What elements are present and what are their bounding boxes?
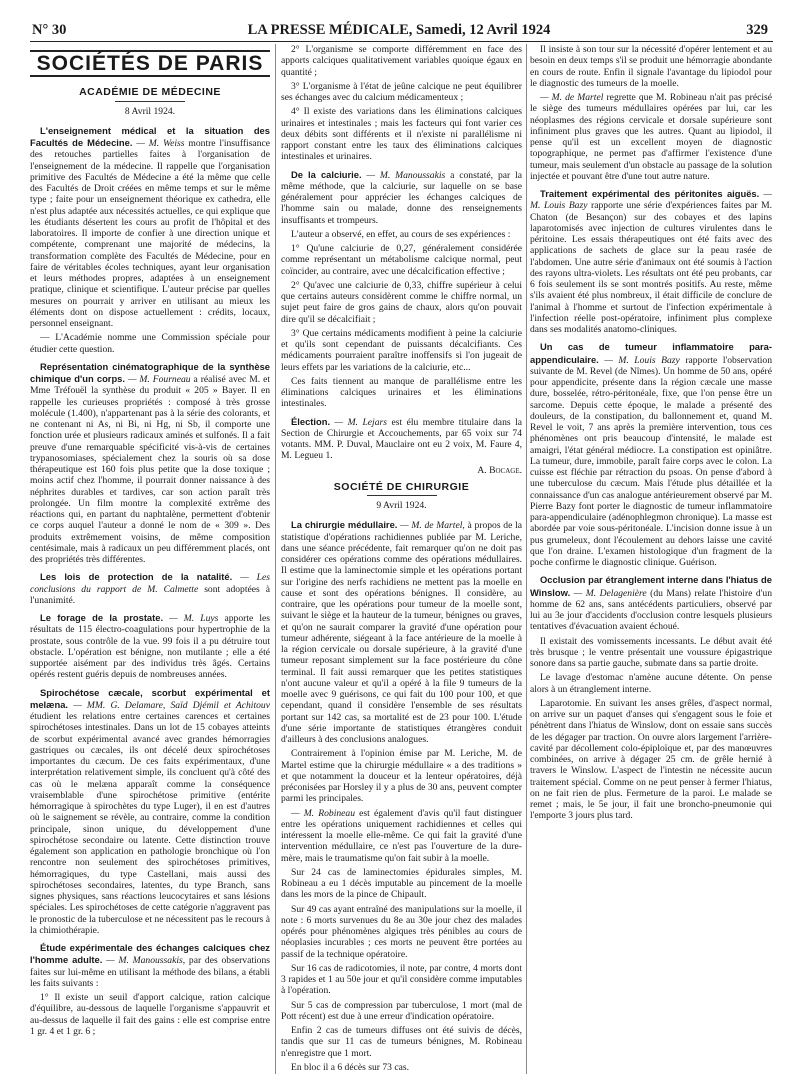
paragraph	[281, 229, 522, 240]
list-item: 2° L'organisme se comporte différemment en face des apports calciques qualitativement variables quoique égaux en quantité ;	[281, 44, 522, 78]
paragraph	[30, 612, 270, 681]
paragraph-text: En bloc il a 6 décès sur 73 cas.	[291, 1061, 410, 1073]
author-name: — M. Manoussakis	[361, 169, 446, 181]
paragraph-text: Il existait des vomissements incessants. Le début avait été très brusque ; le ventre présentait une voussure épigastrique sonore dans sa partie gauche, submate dans sa partie droite.	[530, 635, 772, 669]
paragraph	[530, 44, 772, 89]
paragraph-text: montre l'insuffisance des retouches partielles faites à l'organisation de l'enseignement de la médecine. Il rappelle que l'organisation primitive des Facultés de Médecine a été la même que celle des Facultés de Droit créées en même temps et sur le même type ; faite pour un enseignement théorique ex cathedra, elle n'est plus adaptée aux nécessités actuelles, ce qui explique que les étudiants désertent les cours au profit de l'hôpital et des laboratoires. Il importe de confier à une direction unique et compétente, comprenant une majorité de médecins, la transformation complète des Facultés de Médecine, pour en faire de véritables écoles techniques, ayant leur organisation et leurs méthodes propres, adaptées à un enseignement pratique, clinique et scientifique. L'auteur précise par quelles mesures on pourrait y arriver en utilisant au mieux les éléments dont on dispose actuellement : crédits, locaux, personnel enseignant.	[30, 138, 270, 329]
page-header	[20, 22, 778, 38]
paragraph-heading: Représentation cinématographique de la synthèse chimique d'un corps.	[30, 360, 270, 384]
paragraph-text: Ces faits tiennent au manque de parallélisme entre les éliminations calciques urinaires et les éliminations intestinales.	[281, 375, 522, 410]
author-name: — M. Luys	[163, 613, 219, 624]
paragraph-text: sont adoptées à l'unanimité.	[30, 583, 270, 606]
author-name: — Les conclusions du rapport de M. Calmette	[30, 572, 270, 595]
chirurgie-date: 9 Avril 1924.	[376, 500, 427, 511]
page-number: 329	[746, 22, 768, 38]
author-name: — M. Robineau	[291, 807, 356, 819]
paragraph-text: Contrairement à l'opinion émise par M. Leriche, M. de Martel estime que la chirurgie médullaire « a des traditions » et que notamment la douceur et la lenteur opératoires, déjà préconisées par Horsley il y a plus de 30 ans, peuvent compter parmi les principales.	[281, 748, 522, 805]
paragraph	[530, 574, 772, 632]
paragraph	[530, 672, 772, 695]
paragraph	[30, 332, 270, 355]
column-divider	[275, 44, 276, 1074]
author-name: — MM. G. Delamare, Saïd Djémil et Achitouv	[68, 699, 270, 711]
author-name: — M. Lejars	[330, 416, 387, 428]
paragraph	[530, 636, 772, 670]
signature: A. Bocage.	[477, 464, 522, 476]
paragraph-text: — L'Académie nomme une Commission spéciale pour étudier cette question.	[30, 332, 270, 355]
paragraph-text: apporte les résultats de 115 électro-coagulations pour hypertrophie de la prostate, sous contrôle de la vue. 99 fois il a pu détruire tout obstacle. L'opération est bénigne, non mutilante ; elle a été supportée aisément par des individus très âgés. Certains opérés restent guéris depuis de nombreuses années.	[30, 613, 270, 681]
paragraph-text: (du Mans) relate l'histoire d'un homme de 62 ans, sans antécédents particuliers, observé par lui au 3e jour d'accidents d'occlusion contre lesquels plusieurs tentatives d'évacuation avaient échoué.	[530, 587, 772, 633]
paragraph	[281, 519, 522, 745]
paragraph-text: Laparotomie. En suivant les anses grêles, d'aspect normal, on arrive sur un paquet d'anses qui s'engagent sous le foie et pénètrent dans l'hiatus de Winslow, dont on essaie sans succès de les dégager par traction. On ouvre alors largement l'arrière-cavité par décollement colo-épiploïque et, par des manœuvres combinées, on arrive à dégager 25 cm. de grêle hernié à travers le Winslow. L'aspect de l'intestin ne nécessite aucun traitement spécial. Comme on ne peut penser à fermer l'hiatus, on ne fait rien de plus. Fermeture de la paroi. Le malade se remet ; mais, le 5e jour, il fait une broncho-pneumonie qui l'emporte 3 jours plus tard.	[530, 697, 772, 822]
paragraph-text: est également d'avis qu'il faut distinguer entre les opérations uniquement rachidiennes et celles qui intéressent la moelle elle-même. Ce qui fait la gravité d'une intervention médullaire, ce n'est pas l'ouverture de la dure-mère, mais le traumatisme qu'on fait subir à la moelle.	[281, 807, 522, 864]
column-divider	[526, 44, 527, 1074]
paragraph	[281, 376, 522, 410]
list-item: 1° Il existe un seuil d'apport calcique, ration calcique d'équilibre, au-dessous de laquelle l'organisme s'appauvrit et au-dessus de laquelle il fait des gains : elle est comprise entre 1 gr. 4 et 1 gr. 6 ;	[30, 992, 270, 1037]
paragraph	[281, 280, 522, 325]
paragraph-heading: Traitement expérimental des péritonites aiguës.	[540, 188, 760, 199]
paragraph	[281, 1062, 522, 1073]
paragraph-heading: De la calciurie.	[291, 168, 362, 180]
paragraph-text: rapporte une série d'expériences faites par M. Chaton (de Besançon) sur des cobayes et des lapins laparotomisés avec injection de cultures virulentes dans le péritoine. Les essais thérapeutiques ont été faits avec des applications de sachets de glace sur la peau rasée de l'abdomen. Une autre série d'animaux ont été soumis à l'action des rayons ultra-violets. Les résultats ont été peu probants, car 6 fois seulement ils se sont montrés positifs. Au reste, même s'ils avaient été plus nombreux, il était difficile de conclure de l'animal à l'homme et surtout de l'infection expérimentale à l'infection réelle post-opératoire, infiniment plus complexe dans ses modalités anatomo-cliniques.	[530, 200, 772, 335]
heading-rule	[115, 101, 185, 102]
paragraph-text: L'auteur a observé, en effet, au cours de ses expériences :	[291, 228, 511, 240]
paragraph-heading: Le forage de la prostate.	[40, 612, 164, 623]
paragraph	[281, 328, 522, 373]
header-rule	[30, 41, 773, 42]
paragraph-text: 1° Qu'une calciurie de 0,27, généralement considérée comme représentant un métabolisme calcique normal, peut coïncider, au contraire, avec une décalcification effective ;	[281, 243, 522, 277]
author-name: — M. Delagenière	[570, 587, 647, 599]
paragraph-text: Le lavage d'estomac n'amène aucune détente. On pense alors à un étranglement interne.	[530, 672, 772, 695]
paragraph	[281, 416, 522, 462]
paragraph	[30, 125, 270, 330]
paragraph-heading: Étude expérimentale des échanges calciques chez l'homme adulte.	[30, 942, 270, 966]
author-name: — M. Manoussakis,	[102, 955, 186, 967]
paragraph-text: étudient les relations entre certaines carences et certaines spirochétoses intestinales. Dans un lot de 15 cobayes atteints de scorbut expérimental avancé avec grandes hémorragies gastriques ou cæcales, ils ont décelé deux spirochétoses importantes du cæcum. De ces faits expérimentaux, d'une interprétation relativement simple, ils concluent qu'à côté des cas où le melæna apparaît comme la conséquence vraisemblable d'une spirochétose primitive (entérite hémorragique à spirochètes du type Luger), il en est d'autres où le saignement se révèle, au contraire, comme la condition principale, sinon unique, du développement d'une spirochétose secondaire ou latente. Cette distinction trouve également son application en pathologie bronchique où l'on rencontre non seulement des spirochétoses primitives, hémorragiques, du type Castellani, mais aussi des spirochétoses secondaires, latentes, du type Branch, sans signes physiques, sans réactions leucocytaires et sans lésions spéciales. Les spirochétoses de cette catégorie n'aggravent pas le pronostic de la tuberculose et ne nécessitent pas le recours à la chimiothérapie.	[30, 711, 270, 936]
paragraph	[30, 571, 270, 606]
paragraph-text: 3° Que certains médicaments modifient à peine la calciurie et qu'ils sont cependant de puissants décalcifiants. Ces médicaments pourraient paraître inoffensifs si l'on jugeait de leurs effets par les variations de la calciurie, etc...	[281, 327, 522, 373]
issue-number: N° 30	[32, 22, 67, 38]
paragraph	[281, 963, 522, 997]
author-name: — M. de Martel,	[397, 520, 465, 532]
paragraph	[281, 748, 522, 804]
paragraph	[281, 1025, 522, 1059]
paragraph	[281, 169, 522, 226]
author-name: — M. Fourneau	[125, 374, 191, 385]
chirurgie-heading: SOCIÉTÉ DE CHIRURGIE	[333, 480, 470, 493]
author-name: — M. de Martel	[540, 92, 604, 103]
paragraph-heading: Spirochétose cæcale, scorbut expérimental et melæna.	[30, 686, 270, 710]
paragraph-text: 2° Qu'avec une calciurie de 0,33, chiffre supérieur à celui que certains auteurs considèrent comme le chiffre normal, un sujet peut faire de gros gains de chaux, alors qu'on pouvait dire qu'il se décalcifiait ;	[281, 279, 522, 325]
paragraph-heading: La chirurgie médullaire.	[291, 519, 398, 531]
paragraph	[530, 92, 772, 182]
paragraph	[30, 361, 270, 566]
paragraph-heading: Élection.	[291, 415, 331, 427]
paragraph-text: a constaté, par la même méthode, que la calciurie, sur laquelle on se base généralement pour apprécier les échanges calciques de l'homme sain ou malade, donne des renseignements insuffisants et trompeurs.	[281, 169, 522, 226]
paragraph-heading: Occlusion par étranglement interne dans l'hiatus de Winslow.	[530, 574, 772, 598]
paragraph-text: Enfin 2 cas de tumeurs diffuses ont été suivis de décès, tandis que sur 11 cas de tumeurs bénignes, M. Robineau n'enregistre que 1 mort.	[281, 1025, 522, 1059]
article-columns	[30, 44, 270, 1074]
paragraph	[30, 942, 270, 989]
paragraph-text: à propos de la statistique d'opérations rachidiennes publiée par M. Leriche, dans une séance précédente, fait remarquer qu'on ne doit pas considérer ces opérations comme des opérations médullaires. Il estime que la laminectomie simple et les opérations portant sur l'origine des nerfs rachidiens ne mettent pas la moelle en cause et sont des opérations bénignes. Il considère, au contraire, que les opérations pour tumeur de la moelle sont, suivant le siège et la hauteur de la tumeur, bénignes ou graves, et qu'on ne saurait comparer la gravité d'une opération pour tumeur adhérente, siégeant à la face antérieure de la moelle à la région cervicale ou dorsale supérieure, à la gravité d'une tumeur reposant simplement sur la face postérieure du cône terminal. Il fait aussi remarquer que les petites statistiques n'ont aucune valeur et qu'il a opéré à la file 9 tumeurs de la moelle avec 9 guérisons, ce qui fait du 100 pour 100, et que cependant, quand il considère l'ensemble de ses résultats portant sur 142 cas, sa mortalité est de 23 pour 100. L'étude d'une série importante de statistiques étrangères conduit d'ailleurs à des conclusions analogues.	[281, 520, 522, 745]
paragraph-heading: Les lois de protection de la natalité.	[40, 571, 233, 583]
paragraph	[530, 188, 772, 335]
author-name: — M. Louis Bazy	[598, 354, 680, 366]
paragraph-text: a réalisé avec M. et Mme Tréfouël la synthèse du produit « 205 » Bayer. Il en rappelle les curieuses propriétés : composé à très grosse molécule (1.400), n'appartenant pas à la série des colorants, et ne contenant ni As, ni Bi, ni Hg, ni Sb, il comporte une fonction urée et plusieurs radicaux aminés et sulfonés. Il a fait preuve d'une remarquable spécificité vis-à-vis de certaines trypanosomiases, spécialement chez la souris où sa dose thérapeutique est 160 fois plus petite que la dose toxique ; moins actif chez l'homme, il pourrait donner naissance à des néphrites durables et tardives, car son action paraît très prolongée. Un film montre la complexité extrême des réactions qui, en partant du naphtalène, permettent d'obtenir ce corps auquel l'auteur a donné le nom de « 309 ». Des produits extrêmement voisins, de même composition centésimale, mais à radicaux un peu différemment placés, ont des propriétés très différentes.	[30, 374, 270, 565]
paragraph-heading: L'enseignement médical et la situation des Facultés de Médecine.	[30, 124, 270, 148]
heading-rule	[367, 495, 437, 496]
list-item: 4° Il existe des variations dans les éliminations calciques urinaires et intestinales ; mais les facteurs qui font varier ces deux débits sont différents et il n'existe ni parallélisme ni rapport constant entre les taux des éliminations calciques intestinales et urinaires.	[281, 106, 522, 163]
column-3	[530, 44, 772, 1074]
paragraph	[281, 1000, 522, 1023]
list-item: 3° L'organisme à l'état de jeûne calcique ne peut équilibrer ses échanges avec du calcium médicamenteux ;	[281, 80, 522, 103]
column-2	[281, 44, 522, 1074]
paragraph	[281, 808, 522, 864]
paragraph-text: par des observations faites sur lui-même en utilisant la méthode des bilans, a établi les faits suivants :	[30, 955, 270, 989]
paragraph-text: regrette que M. Robineau n'ait pas précisé le siège des tumeurs médullaires opérées par lui, car les néoplasmes des régions cervicale et dorsale supérieure sont infiniment plus graves que les autres. Quant au lipiodol, il pense qu'il est un excellent moyen de diagnostic topographique, ne permet pas d'affirmer l'existence d'une tumeur, mais seulement d'un obstacle au passage de la solution injectée et pouvant être d'une tout autre nature.	[530, 92, 772, 182]
paragraph	[530, 341, 772, 568]
paragraph-text: Il insiste à son tour sur la nécessité d'opérer lentement et au besoin en deux temps s'il se produit une hémorragie abondante en cours de route. Enfin il signale l'avantage du lipiodol pour le diagnostic des tumeurs de la moelle.	[530, 44, 772, 89]
paragraph	[30, 687, 270, 937]
paragraph-heading: Un cas de tumeur inflammatoire para-appendiculaire.	[530, 341, 772, 365]
paragraph	[281, 904, 522, 960]
paragraph-text: Sur 49 cas ayant entraîné des manipulations sur la moelle, il note : 6 morts survenues du 8e au 30e jour chez des malades opérés pour phénomènes algiques très pénibles au cours de néoplasies incurables ; ces morts ne peuvent être portées au passif de la technique opératoire.	[281, 903, 522, 960]
academie-date: 8 Avril 1924.	[124, 105, 176, 117]
paragraph-text: est élu membre titulaire dans la Section de Chirurgie et Accouchements, par 65 voix sur 74 votants. MM. P. Duval, Mauclaire ont eu 2 voix, M. Faure 4, M. Legueu 1.	[281, 416, 522, 462]
paragraph	[281, 867, 522, 901]
author-name: — M. Weiss	[132, 138, 185, 149]
paragraph-text: Sur 5 cas de compression par tuberculose, 1 mort (mal de Pott récent) est due à une erreur d'indication opératoire.	[281, 999, 522, 1022]
paragraph-text: Sur 24 cas de laminectomies épidurales simples, M. Robineau a eu 1 décès imputable au pincement de la moelle dans les mors de la pince de Chipault.	[281, 866, 522, 901]
academie-items	[30, 125, 270, 1037]
section-title: SOCIÉTÉS DE PARIS	[30, 50, 270, 77]
journal-title: LA PRESSE MÉDICALE, Samedi, 12 Avril 1924	[247, 22, 551, 38]
paragraph	[281, 243, 522, 277]
paragraph-text: Sur 16 cas de radicotomies, il note, par contre, 4 morts dont 3 rapides et 1 au 50e jour et qu'il considère comme imputables à l'opération.	[281, 962, 522, 997]
paragraph-text: rapporte l'observation suivante de M. Revel (de Nîmes). Un homme de 50 ans, opéré pour appendicite, présente dans la région cæcale une masse dure, bosselée, rétro-péritonéale, fixe, que l'on pense être un sarcome. Depuis cette époque, le malade a présenté des douleurs, de la constipation, du ballonnement et, quand M. Revel le voit, 7 ans après la première intervention, tous ces phénomènes ont pris beaucoup d'intensité, le malade est amaigri, l'état général médiocre. La constipation est opiniâtre. La tumeur, dure, immobile, paraît faire corps avec le colon. La cuisse est fléchie par rétraction du psoas. On pense d'abord à une tuberculose du cæcum. Mais l'étude plus détaillée et la connaissance d'un cas analogue antérieurement observé par M. Pierre Bazy font porter le diagnostic de tumeur inflammatoire para-appendiculaire (adénophlegmon chronique). La masse est abordée par voie sous-péritonéale. L'incision donne issue à un pus grumeleux, dont l'écoulement au dehors laisse une cavité que l'on draine. L'examen histologique d'un fragment de la poche confirme le diagnostic clinique. Guérison.	[530, 354, 772, 568]
academie-heading: ACADÉMIE DE MÉDECINE	[79, 86, 221, 99]
paragraph	[530, 698, 772, 822]
author-name: — M. Louis Bazy	[530, 189, 772, 212]
